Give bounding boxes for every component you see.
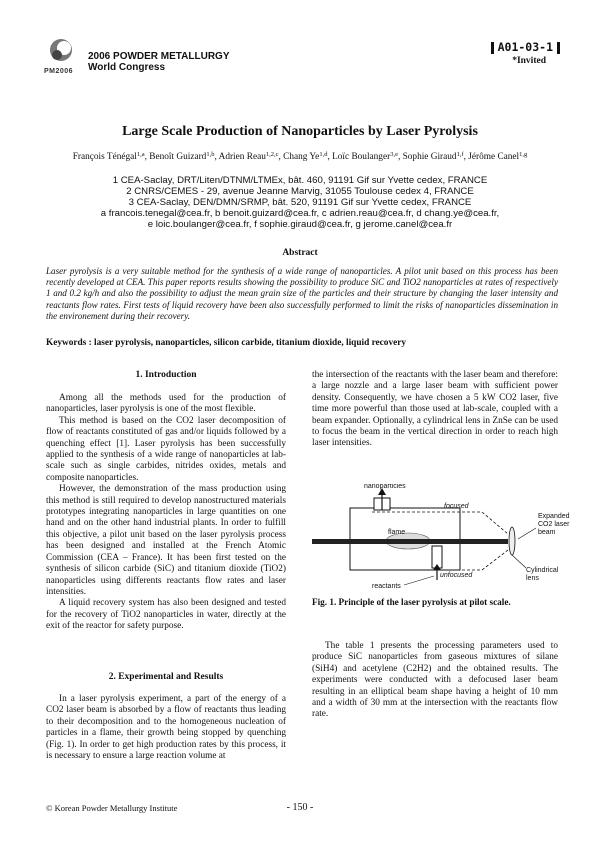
figure-1-diagram — [312, 484, 582, 594]
bar-right-icon — [557, 42, 560, 54]
label-flame: flame — [388, 529, 406, 536]
label-focused: focused — [444, 503, 469, 510]
footer-copyright: © Korean Powder Metallurgy Institute — [46, 803, 178, 813]
affiliation-1: 1 CEA-Saclay, DRT/Liten/DTNM/LTMEx, bât. 460, 91191 Gif sur Yvette cedex, FRANCE — [112, 175, 488, 186]
bar-left-icon — [491, 42, 494, 54]
label-reactants: reactants — [372, 583, 401, 590]
intro-paragraph-1: Among all the methods used for the production of nanoparticles, laser pyrolysis is one of the most flexible. — [46, 393, 286, 415]
email-line-1: a francois.tenegal@cea.fr, b benoit.guizard@cea.fr, c adrien.reau@cea.fr, d chang.ye@cea.fr, — [100, 208, 500, 219]
label-co2-laser: CO2 laser — [538, 521, 570, 528]
cylindrical-lens-icon — [509, 527, 515, 555]
invited-badge: *Invited — [512, 56, 546, 66]
conference-subtitle: World Congress — [88, 62, 166, 73]
conference-name: 2006 POWDER METALLURGY — [88, 51, 230, 62]
page-number: - 150 - — [286, 802, 314, 813]
logo-text: PM2006 — [44, 68, 74, 75]
right-paragraph-2: The table 1 presents the processing parameters used to produce SiC nanoparticles from gaseous mixtures of silane (SiH4) and acetylene (C2H2) and the obtained results. The experiments were conducted with a defocused laser beam resulting in an elliptical beam shape having a height of 10 mm and a width of 30 mm at the intersection with the reactants flow rate. — [312, 641, 558, 720]
pm2006-logo-icon — [48, 38, 74, 66]
lens-pointer — [512, 555, 526, 568]
reactants-pointer — [404, 576, 434, 585]
experimental-paragraph-1: In a laser pyrolysis experiment, a part of the energy of a CO2 laser beam is absorbed by a flow of reactants thus leading to their decomposition and to the homogeneous nucleation of particles in a flame, their growth being stopped by quenching (Fig. 1). In order to get high production rates by this process, it is necessary to ensure a large reaction volume at — [46, 694, 286, 762]
author-list: François Ténégal$^{1,a}$, Benoît Guizard$^{1,b}$, Adrien Reau$^{1,2,c}$, Chang Ye$^{1,d}$, Loïc Boulanger$^{3,e}$, Sophie Giraud$^{1,f}$, Jérôme Canel$^{1,g}$ — [72, 151, 528, 162]
paper-title: Large Scale Production of Nanoparticles by Laser Pyrolysis — [122, 124, 478, 139]
affiliation-3: 3 CEA-Saclay, DEN/DMN/SRMP, bât. 520, 91191 Gif sur Yvette cedex, FRANCE — [128, 197, 472, 208]
affiliation-2: 2 CNRS/CEMES - 29, avenue Jeanne Marvig, 31055 Toulouse cedex 4, FRANCE — [126, 186, 474, 197]
intro-paragraph-2: This method is based on the CO2 laser decomposition of flow of reactants constituted of gas and/or liquids followed by a quenching effect [1]. Laser pyrolysis has been successfully applied to the synthesis of a wide range of nanoparticles at lab-scale such as single carbides, nitrides oxides, metals and composite nanoparticles. — [46, 415, 286, 483]
right-column-text-2 — [312, 641, 558, 721]
keywords: Keywords : laser pyrolysis, nanoparticles, silicon carbide, titanium dioxide, liquid recovery — [46, 338, 406, 348]
email-line-2: e loic.boulanger@cea.fr, f sophie.giraud@cea.fr, g jerome.canel@cea.fr — [147, 219, 453, 230]
label-beam: beam — [538, 529, 556, 536]
label-nanoparticles: nanoparticles — [364, 484, 406, 490]
abstract-text: Laser pyrolysis is a very suitable method for the synthesis of a wide range of nanoparticles. A pilot unit based on this process has been recently developed at CEA. This paper reports results showing the possibility to produce SiC and TiO2 nanoparticles at rates of respectively 1 and 0.2 kg/h and also the possibility to adjust the mean grain size of the particles and their structure by changing the laser intensity and reactants flow rates. First tests of liquid recovery have been also successfully performed to limit the risks of nanoparticles dissemination in the environement during their recovery. — [46, 266, 558, 321]
experimental-body — [46, 694, 286, 762]
label-unfocused: unfocused — [440, 572, 473, 579]
beam-pointer — [518, 528, 536, 539]
label-cylindrical: Cylindrical — [526, 567, 559, 574]
laser-beam — [312, 539, 508, 544]
intro-paragraph-4: A liquid recovery system has also been designed and tested for the recovery of TiO2 nanoparticles in water, directly at the exit of the reactor for safety purpose. — [46, 598, 286, 632]
label-expanded: Expanded — [538, 513, 570, 520]
paper-code-text: A01-03-1 — [497, 40, 553, 54]
introduction-body — [46, 393, 286, 633]
right-column-text-1 — [312, 370, 558, 450]
intro-paragraph-3: However, the demonstration of the mass production using this method is still required to develop nanostructured materials prototypes integrating nanoparticles in large quantities on one hand and on the other hand industrial plants. In order to fulfill this objective, a pilot unit based on the laser pyrolysis process has been designed and installed at the French Atomic Commission (CEA – France). It has been first tested on the synthesis of silicon carbide (SiC) and titanium dioxide (TiO2) nanoparticles using differents reactants flow rates and laser intensities. — [46, 484, 286, 597]
figure-1-caption: Fig. 1. Principle of the laser pyrolysis at pilot scale. — [312, 597, 511, 607]
label-lens: lens — [526, 575, 539, 582]
abstract-heading: Abstract — [282, 248, 318, 258]
right-paragraph-1: the intersection of the reactants with the laser beam and therefore: a large nozzle and a large laser beam with sufficient power density. Consequently, we have chosen a 5 kW CO2 laser, five time more powerful than those used at lab-scale, coupled with a beam expander. Optionally, a cylindrical lens in ZnSe can be used to focus the beam in the vertical direction in order to reach high laser intensities. — [312, 370, 558, 449]
paper-code — [487, 40, 564, 54]
section-heading-introduction: 1. Introduction — [135, 370, 197, 380]
section-heading-experimental: 2. Experimental and Results — [108, 672, 224, 682]
